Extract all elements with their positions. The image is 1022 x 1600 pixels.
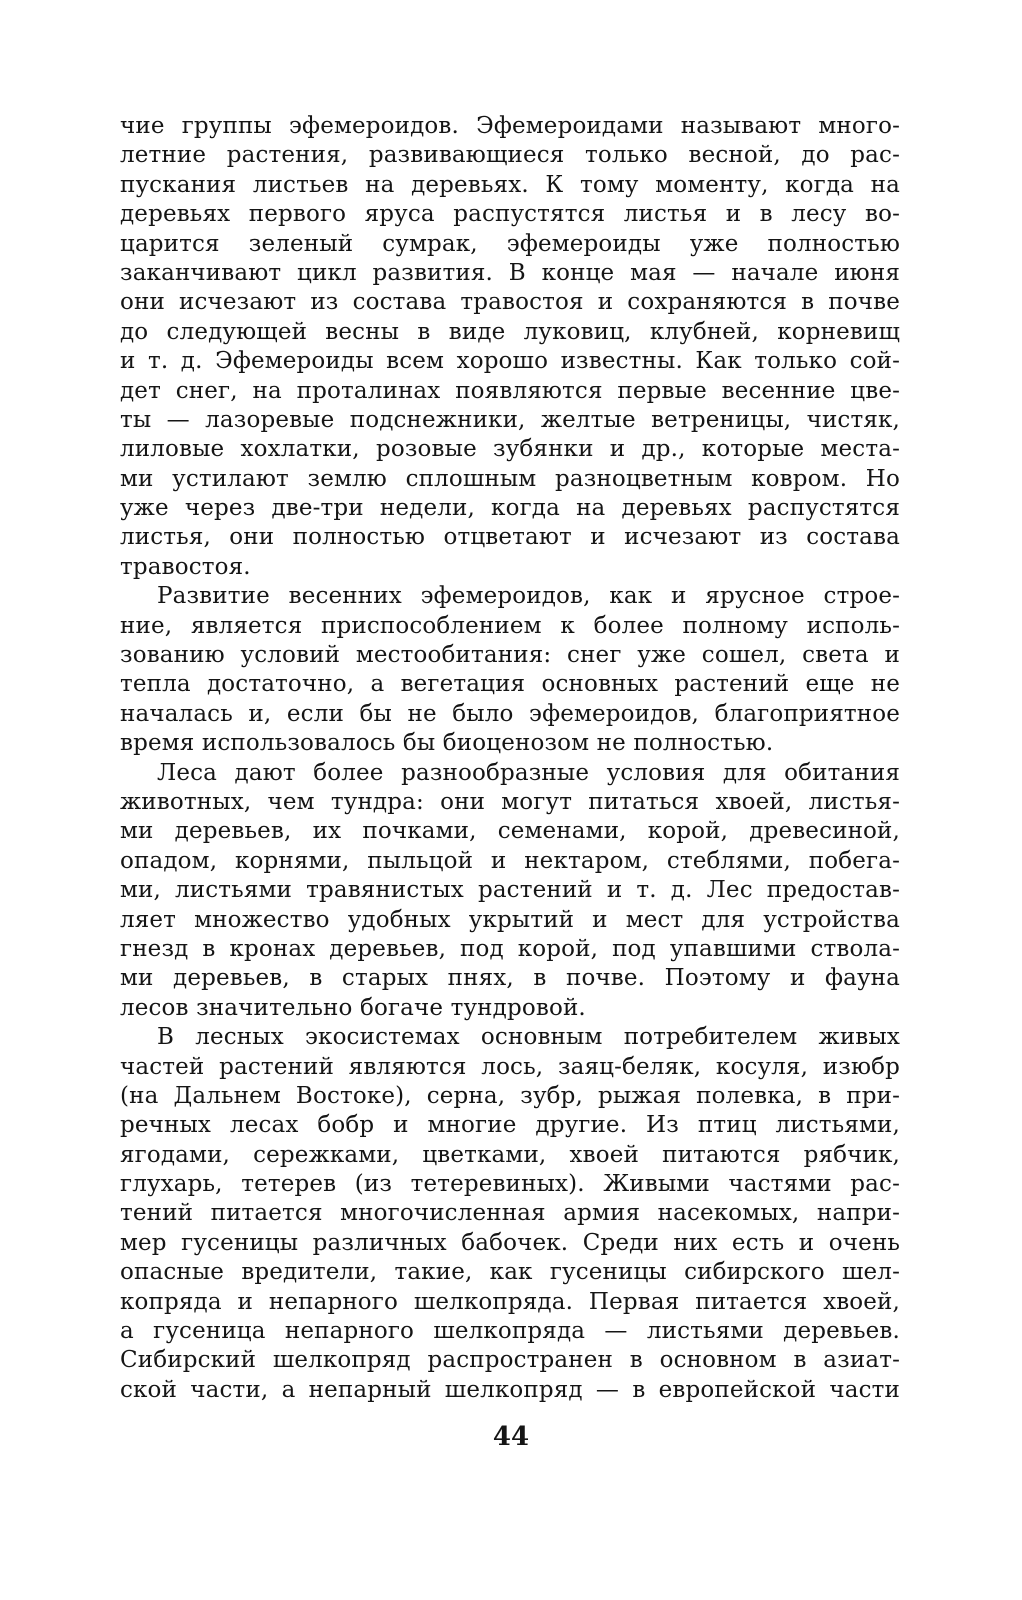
body-text (120, 112, 900, 1405)
text-line: ми, листьями травянистых растений и т. д. Лес предостав- (120, 877, 900, 904)
text-line: копряда и непарного шелкопряда. Первая питается хвоей, (120, 1288, 900, 1315)
text-line: речных лесах бобр и многие другие. Из птиц листьями, (120, 1112, 900, 1139)
text-line: гнезд в кронах деревьев, под корой, под упавшими ствола- (120, 935, 900, 962)
text-line: Развитие весенних эфемероидов, как и ярусное строе- (157, 583, 900, 610)
page-number: 44 (492, 1422, 530, 1452)
paragraph (120, 759, 900, 1024)
text-line: лесов значительно богаче тундровой. (120, 994, 586, 1021)
text-line: тений питается многочисленная армия насекомых, напри- (120, 1200, 900, 1227)
text-line: тепла достаточно, а вегетация основных растений еще не (120, 671, 900, 698)
text-line: время использовалось бы биоценозом не полностью. (120, 730, 774, 757)
text-line: дет снег, на проталинах появляются первые весенние цве- (120, 377, 900, 404)
text-line: частей растений являются лось, заяц-беляк, косуля, изюбр (120, 1053, 900, 1080)
text-line: ляет множество удобных укрытий и мест для устройства (120, 906, 900, 933)
text-line: Сибирский шелкопряд распространен в основном в азиат- (120, 1347, 900, 1374)
text-line: опадом, корнями, пыльцой и нектаром, стеблями, побега- (120, 847, 900, 874)
text-line: лиловые хохлатки, розовые зубянки и др., которые места- (120, 436, 900, 463)
text-line: мер гусеницы различных бабочек. Среди них есть и очень (120, 1229, 900, 1256)
text-line: листья, они полностью отцветают и исчезают из состава (120, 524, 900, 551)
paragraph (120, 1023, 900, 1405)
text-line: опасные вредители, такие, как гусеницы сибирского шел- (120, 1259, 900, 1286)
text-line: животных, чем тундра: они могут питаться хвоей, листья- (120, 788, 900, 815)
text-line: В лесных экосистемах основным потребителем живых (157, 1024, 900, 1051)
text-line: травостоя. (120, 553, 251, 580)
text-line: царится зеленый сумрак, эфемероиды уже полностью (120, 230, 900, 257)
text-line: началась и, если бы не было эфемероидов, благоприятное (120, 700, 900, 727)
text-line: ты — лазоревые подснежники, желтые ветреницы, чистяк, (120, 406, 900, 433)
text-line: ми деревьев, в старых пнях, в почве. Поэтому и фауна (120, 965, 900, 992)
text-line: ми устилают землю сплошным разноцветным ковром. Но (120, 465, 900, 492)
text-line: заканчивают цикл развития. В конце мая — начале июня (120, 259, 900, 286)
paragraph (120, 582, 900, 758)
text-line: зованию условий местообитания: снег уже сошел, света и (120, 642, 900, 669)
text-line: пускания листьев на деревьях. К тому моменту, когда на (120, 171, 900, 198)
text-line: деревьях первого яруса распустятся листья и в лесу во- (120, 201, 900, 228)
text-line: и т. д. Эфемероиды всем хорошо известны. Как только сой- (120, 348, 900, 375)
text-line: ской части, а непарный шелкопряд — в европейской части (120, 1376, 900, 1403)
text-line: до следующей весны в виде луковиц, клубней, корневищ (120, 318, 900, 345)
text-line: ние, является приспособлением к более полному исполь- (120, 612, 900, 639)
text-line: глухарь, тетерев (из тетеревиных). Живыми частями рас- (120, 1171, 900, 1198)
text-line: а гусеница непарного шелкопряда — листьями деревьев. (120, 1318, 900, 1345)
text-line: ягодами, сережками, цветками, хвоей питаются рябчик, (120, 1141, 900, 1168)
text-line: ми деревьев, их почками, семенами, корой, древесиной, (120, 818, 900, 845)
paragraph (120, 112, 900, 582)
text-line: чие группы эфемероидов. Эфемероидами называют много- (120, 113, 900, 139)
text-line: (на Дальнем Востоке), серна, зубр, рыжая полевка, в при- (120, 1082, 900, 1109)
text-line: уже через две-три недели, когда на деревьях распустятся (120, 495, 900, 522)
text-line: Леса дают более разнообразные условия для обитания (157, 759, 900, 786)
text-line: они исчезают из состава травостоя и сохраняются в почве (120, 289, 900, 316)
text-line: летние растения, развивающиеся только весной, до рас- (120, 142, 900, 169)
